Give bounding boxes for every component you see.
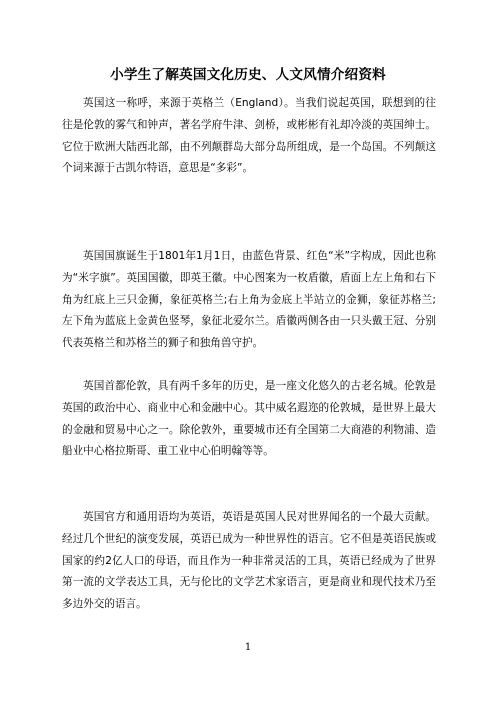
paragraph-language: 英国官方和通用语均为英语，英语是英国人民对世界闻名的一个最大贡献。经过几个世纪的演变发展，英语已成为一种世界性的语言。它不但是英语民族或国家的约2亿人口的母语，而且作为一种非常灵活的工具，英语已经成为了世界第一流的文学表达工具，无与伦比的文学艺术家语言，更是商业和现代技术乃至多边外交的语言。 (62, 511, 436, 610)
page-number: 1 (244, 642, 252, 653)
paragraph-flag-emblem: 英国国旗诞生于1801年1月1日，由蓝色背景、红色“米”字构成，因此也称为“米字旗”。英国国徽，即英王徽。中心图案为一枚盾徽，盾面上左上角和右下角为红底上三只金狮，象征英格兰;右上角为金底上半站立的金狮，象征苏格兰;左下角为蓝底上金黄色竖琴，象征北爱尔兰。盾徽两侧各由一只头戴王冠、分别代表英格兰和苏格兰的狮子和独角兽守护。 (62, 250, 436, 349)
document-title: 小学生了解英国文化历史、人文风情介绍资料 (110, 67, 386, 83)
paragraph-capital-london: 英国首都伦敦，具有两千多年的历史，是一座文化悠久的古老名城。伦敦是英国的政治中心、商业中心和金融中心。其中威名遐迩的伦敦城，是世界上最大的金融和贸易中心之一。除伦敦外，重要城市还有全国第二大商港的利物浦、造船业中心格拉斯哥、重工业中心伯明翰等等。 (62, 380, 436, 458)
paragraph-intro: 英国这一称呼，来源于英格兰（England）。当我们说起英国，联想到的往往是伦敦的雾气和钟声，著名学府牛津、剑桥，或彬彬有礼却冷淡的英国绅士。它位于欧洲大陆西北部，由不列颠群岛大部分岛所组成，是一个岛国。不列颠这个词来源于古凯尔特语，意思是“多彩”。 (62, 97, 436, 175)
